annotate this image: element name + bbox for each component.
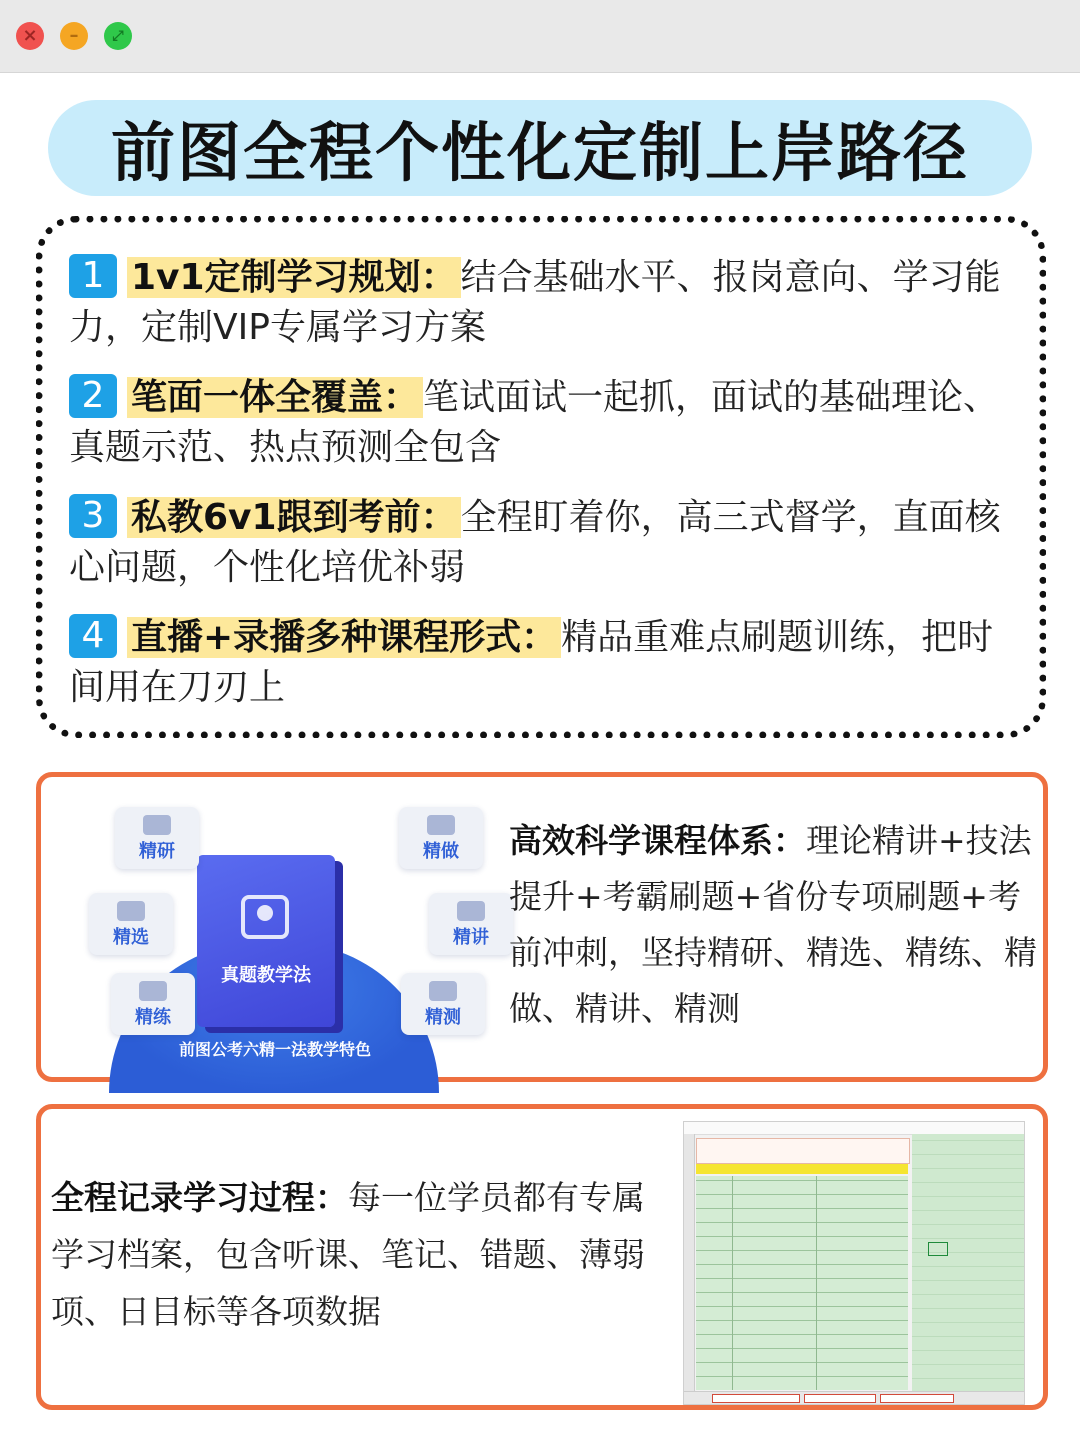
minimize-icon: – <box>69 25 79 46</box>
study-plan-table <box>696 1176 908 1390</box>
feature-body: 精品重难点刷题训练，把时间用在刀刃上 <box>69 617 994 708</box>
learning-record-body: 每一位学员都有专属学习档案，包含听课、笔记、错题、薄弱项、日目标等各项数据 <box>51 1178 645 1331</box>
book-label: 真题教学法 <box>221 965 311 986</box>
diagram-caption: 前图公考六精一法教学特色 <box>178 1040 371 1059</box>
learning-record-heading: 全程记录学习过程： <box>51 1178 348 1217</box>
course-system-text <box>509 813 1039 1037</box>
number-badge: 1 <box>69 254 117 298</box>
sheet-highlight-row <box>696 1164 908 1174</box>
book-illustration <box>197 855 335 1027</box>
number-badge: 3 <box>69 494 117 538</box>
method-tile <box>111 973 195 1035</box>
presentation-icon <box>457 901 485 921</box>
title-banner <box>48 100 1032 196</box>
spreadsheet-screenshot <box>683 1121 1025 1405</box>
sheet-tab <box>880 1394 954 1403</box>
printer-icon <box>427 815 455 835</box>
course-system-card <box>36 772 1048 1082</box>
feature-list <box>36 216 1046 738</box>
learning-record-text <box>51 1169 661 1340</box>
page-title: 前图全程个性化定制上岸路径 <box>111 117 969 191</box>
tile-label: 精做 <box>423 841 459 862</box>
close-icon: × <box>22 25 38 46</box>
row-headers <box>684 1134 695 1392</box>
number-badge: 4 <box>69 614 117 658</box>
sheet-tab <box>712 1394 800 1403</box>
feature-item-1 <box>69 253 1029 353</box>
window-maximize-button[interactable] <box>104 22 132 50</box>
method-tile <box>115 807 199 869</box>
feature-item-2 <box>69 373 1029 473</box>
tile-label: 精测 <box>425 1007 461 1028</box>
tile-label: 精研 <box>139 841 175 862</box>
method-tile <box>401 973 485 1035</box>
course-system-body: 理论精讲+技法提升+考霸刷题+省份专项刷题+考前冲刺，坚持精研、精选、精练、精做、精讲、精测 <box>509 821 1037 1028</box>
maximize-icon: ⤢ <box>112 28 124 44</box>
chat-icon <box>117 901 145 921</box>
feature-item-3 <box>69 493 1029 593</box>
method-tile <box>399 807 483 869</box>
feature-heading: 私教6v1跟到考前： <box>127 497 461 538</box>
tile-label: 精练 <box>135 1007 171 1028</box>
chart-icon <box>429 981 457 1001</box>
feature-body: 结合基础水平、报岗意向、学习能力，定制VIP专属学习方案 <box>69 257 1001 348</box>
tile-label: 精讲 <box>453 927 489 948</box>
method-tile <box>429 893 513 955</box>
sheet-tabs <box>684 1391 1024 1404</box>
selected-cell <box>928 1242 948 1256</box>
window-close-button[interactable] <box>16 22 44 50</box>
sheet-tab <box>804 1394 876 1403</box>
method-tile <box>89 893 173 955</box>
teaching-method-diagram <box>45 797 505 1077</box>
feature-heading: 直播+录播多种课程形式： <box>127 617 561 658</box>
feature-heading: 1v1定制学习规划： <box>127 257 461 298</box>
number-badge: 2 <box>69 374 117 418</box>
feature-heading: 笔面一体全覆盖： <box>127 377 423 418</box>
tile-label: 精选 <box>113 927 149 948</box>
graduation-cap-icon <box>139 981 167 1001</box>
window-titlebar <box>0 0 1080 73</box>
user-card-icon <box>241 895 289 939</box>
feature-item-4 <box>69 613 1029 713</box>
document-icon <box>143 815 171 835</box>
learning-record-card <box>36 1104 1048 1410</box>
feature-body: 全程盯着你，高三式督学，直面核心问题，个性化培优补弱 <box>69 497 1001 588</box>
course-system-heading: 高效科学课程体系： <box>509 821 806 860</box>
sheet-empty-cells <box>912 1134 1024 1392</box>
sheet-header-notes <box>696 1138 910 1164</box>
feature-body: 笔试面试一起抓，面试的基础理论、真题示范、热点预测全包含 <box>69 377 1000 468</box>
window-minimize-button[interactable] <box>60 22 88 50</box>
